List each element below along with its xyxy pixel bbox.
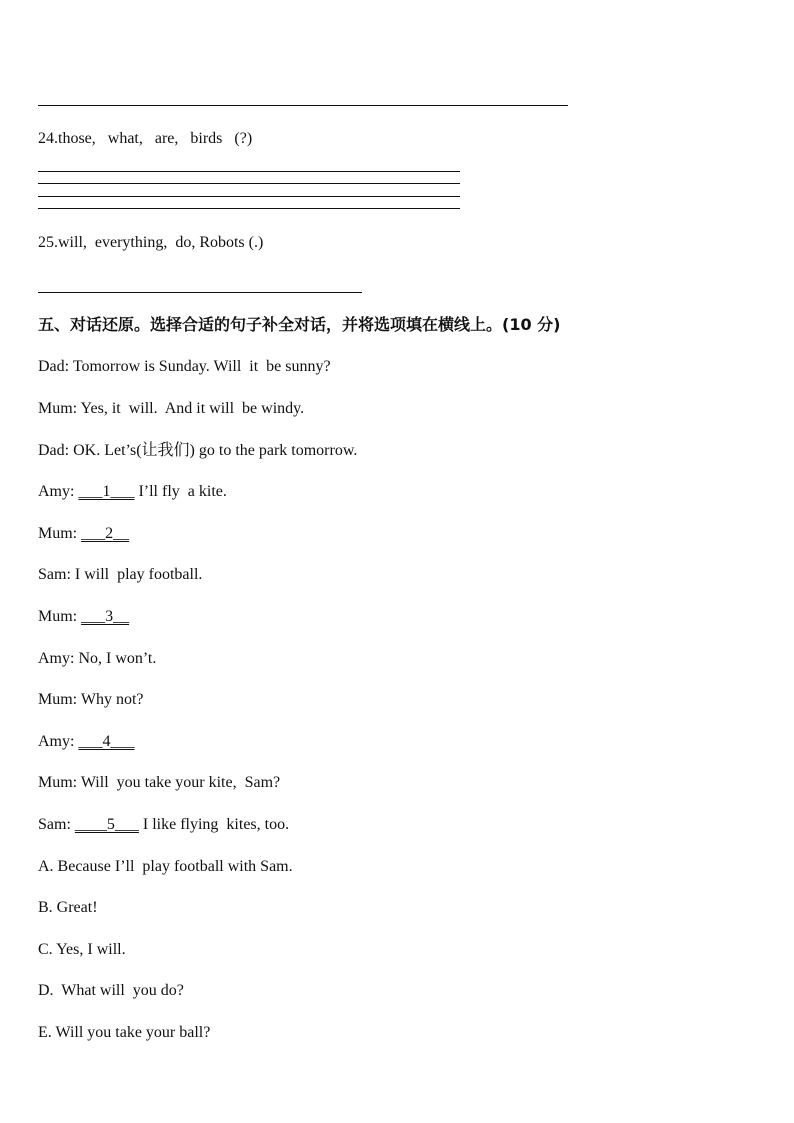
dialogue-line: Mum: Why not? [38,691,144,708]
option-c: C. Yes, I will. [38,941,126,958]
dialogue-line: Mum: ___3__ [38,608,130,625]
dialogue-line: Mum: Will you take your kite, Sam? [38,774,281,791]
dialogue-line: Amy: ___4___ [38,733,135,750]
question-25: 25.will, everything, do, Robots (.) [38,234,264,251]
answer-blank-2[interactable]: ___2__ [81,525,130,542]
option-a: A. Because I’ll play football with Sam. [38,858,293,875]
answer-line [38,171,460,172]
answer-line [38,183,460,184]
dialogue-line: Amy: No, I won’t. [38,650,157,667]
dialogue-line: Mum: Yes, it will. And it will be windy. [38,400,305,417]
answer-blank-4[interactable]: ___4___ [78,733,135,750]
answer-line [38,292,362,293]
option-d: D. What will you do? [38,982,184,999]
answer-blank-1[interactable]: ___1___ [78,483,135,500]
dialogue-line: Sam: ____5___ I like flying kites, too. [38,816,290,833]
answer-line [38,196,460,197]
dialogue-line: Dad: OK. Let’s(让我们) go to the park tomorrow. [38,442,358,459]
answer-line [38,208,460,209]
answer-line [38,105,568,106]
dialogue-line: Sam: I will play football. [38,566,203,583]
dialogue-line: Amy: ___1___ I’ll fly a kite. [38,483,227,500]
section-heading: 五、对话还原。选择合适的句子补全对话，并将选项填在横线上。(10 分) [38,315,561,334]
option-b: B. Great! [38,899,98,916]
dialogue-line: Dad: Tomorrow is Sunday. Will it be sunny? [38,358,331,375]
question-24: 24.those, what, are, birds (?) [38,130,253,147]
answer-blank-5[interactable]: ____5___ [74,816,139,833]
dialogue-line: Mum: ___2__ [38,525,130,542]
option-e: E. Will you take your ball? [38,1024,211,1041]
answer-blank-3[interactable]: ___3__ [81,608,130,625]
